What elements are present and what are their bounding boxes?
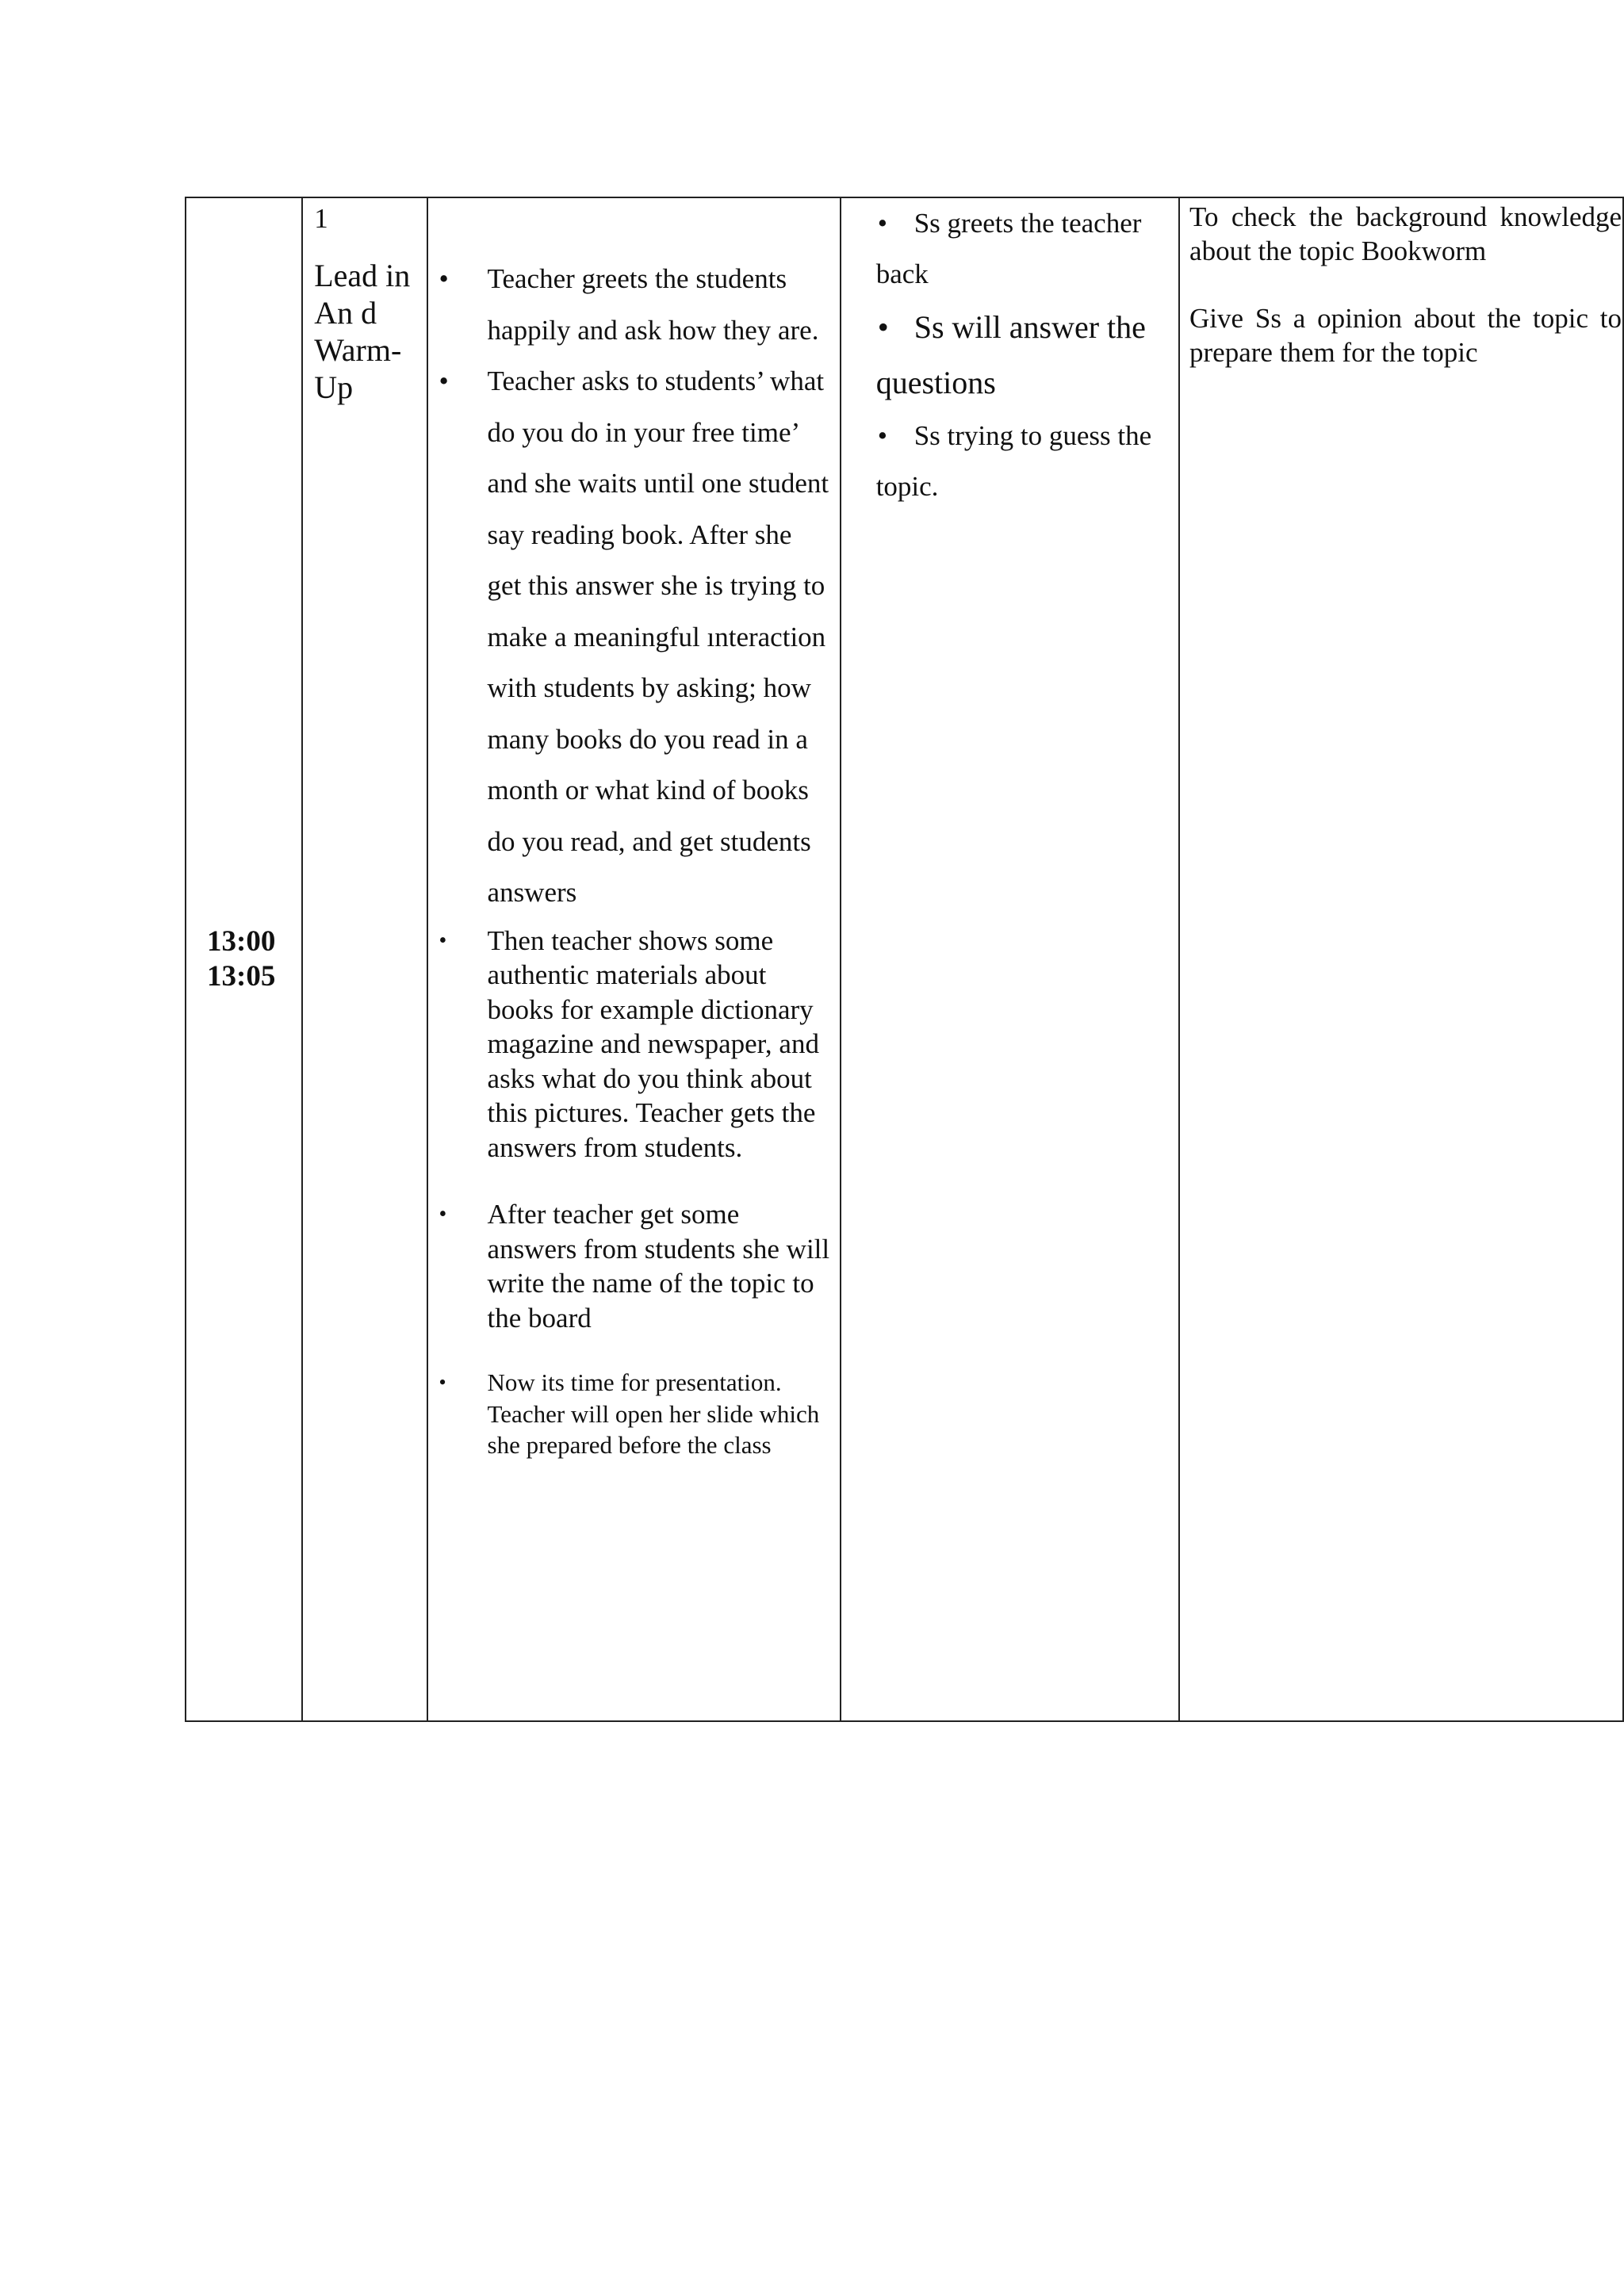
stage-cell [302,197,427,1721]
stage-name-line: Warm- [314,332,402,368]
student-activity-text: Ss greets the teacher back [875,208,1142,289]
time-start: 13:00 [207,925,276,958]
stage-name-line: An d [314,295,377,331]
teacher-activities-list [428,198,840,1461]
stage-name [303,235,426,406]
teacher-activities-cell [427,197,841,1721]
list-item [428,254,840,356]
list-item [841,411,1178,512]
time-end: 13:05 [207,960,276,993]
teacher-activity-text: Now its time for presentation. Teacher will open her slide which she prepared before the class [487,1368,820,1459]
bullet-icon: • [877,309,889,345]
aim-text: To check the background knowledge about the topic Bookworm [1189,201,1622,266]
aim-text: Give Ss a opinion about the topic to prepare them for the topic [1189,303,1622,368]
bullet-icon: • [439,365,449,396]
list-item [428,1197,840,1335]
teacher-activity-text: Teacher asks to students’ what do you do in your free time’ and she waits until one student say reading book. After she get this answer she is trying to make a meaningful ınteraction with students by asking; how many books do you read in a month or what kind of books do you read, and get students answers [487,365,829,908]
student-activity-text: Ss will answer the questions [875,309,1146,400]
student-activities-cell [841,197,1179,1721]
bullet-icon: • [877,208,887,239]
stage-number: 1 [314,203,328,234]
list-item [428,924,840,1165]
time-cell [186,197,302,1721]
student-activities-list [841,198,1178,512]
list-item [428,356,840,919]
aims-block [1180,198,1622,369]
stage-name-line: Lead in [314,258,411,293]
list-item [428,1367,840,1461]
bullet-icon: • [439,1371,446,1394]
bullet-icon: • [877,420,887,451]
list-item [841,300,1178,411]
bullet-icon: • [439,1202,447,1226]
teacher-activity-text: Teacher greets the students happily and ask how they are. [487,263,819,346]
table-row [186,197,1623,1721]
stage-name-line: Up [314,369,354,405]
lesson-plan-table [185,197,1624,1722]
aims-cell [1179,197,1623,1721]
bullet-icon: • [439,928,447,953]
teacher-activity-text: After teacher get some answers from students she will write the name of the topic to the board [487,1199,830,1334]
student-activity-text: Ss trying to guess the topic. [875,420,1152,502]
bullet-icon: • [439,263,449,294]
teacher-activity-text: Then teacher shows some authentic materials about books for example dictionary magazine and newspaper, and asks what do you think about this pictures. Teacher gets the answers from students. [487,924,819,1163]
list-item [841,198,1178,300]
